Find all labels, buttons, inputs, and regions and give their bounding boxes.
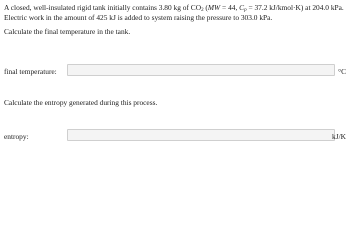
question-2-prompt: Calculate the entropy generated during this process. (4, 98, 158, 107)
entropy-label: entropy: (4, 132, 29, 141)
temperature-unit: °C (338, 67, 346, 76)
question-1-prompt: Calculate the final temperature in the tank. (4, 27, 131, 36)
problem-text: = 44, (220, 3, 240, 12)
cp-symbol: C (239, 3, 245, 12)
problem-text: ( (203, 3, 208, 12)
problem-text: = 37.2 kJ/kmol·K) at 204.0 kPa. Electric work in the amount of 425 kJ is added to system raising the pressure to 303.0 kPa. (4, 3, 344, 22)
mw-symbol: MW (207, 3, 221, 12)
problem-text: A closed, well-insulated rigid tank initially contains 3.80 kg of CO (4, 3, 202, 12)
entropy-unit: kJ/K (332, 132, 346, 141)
cp-subscript: p (244, 8, 247, 13)
problem-statement (4, 3, 346, 23)
final-temperature-label: final temperature: (4, 67, 57, 76)
co2-subscript: 2 (201, 8, 204, 13)
final-temperature-input[interactable] (67, 64, 335, 76)
entropy-input[interactable] (67, 129, 335, 141)
